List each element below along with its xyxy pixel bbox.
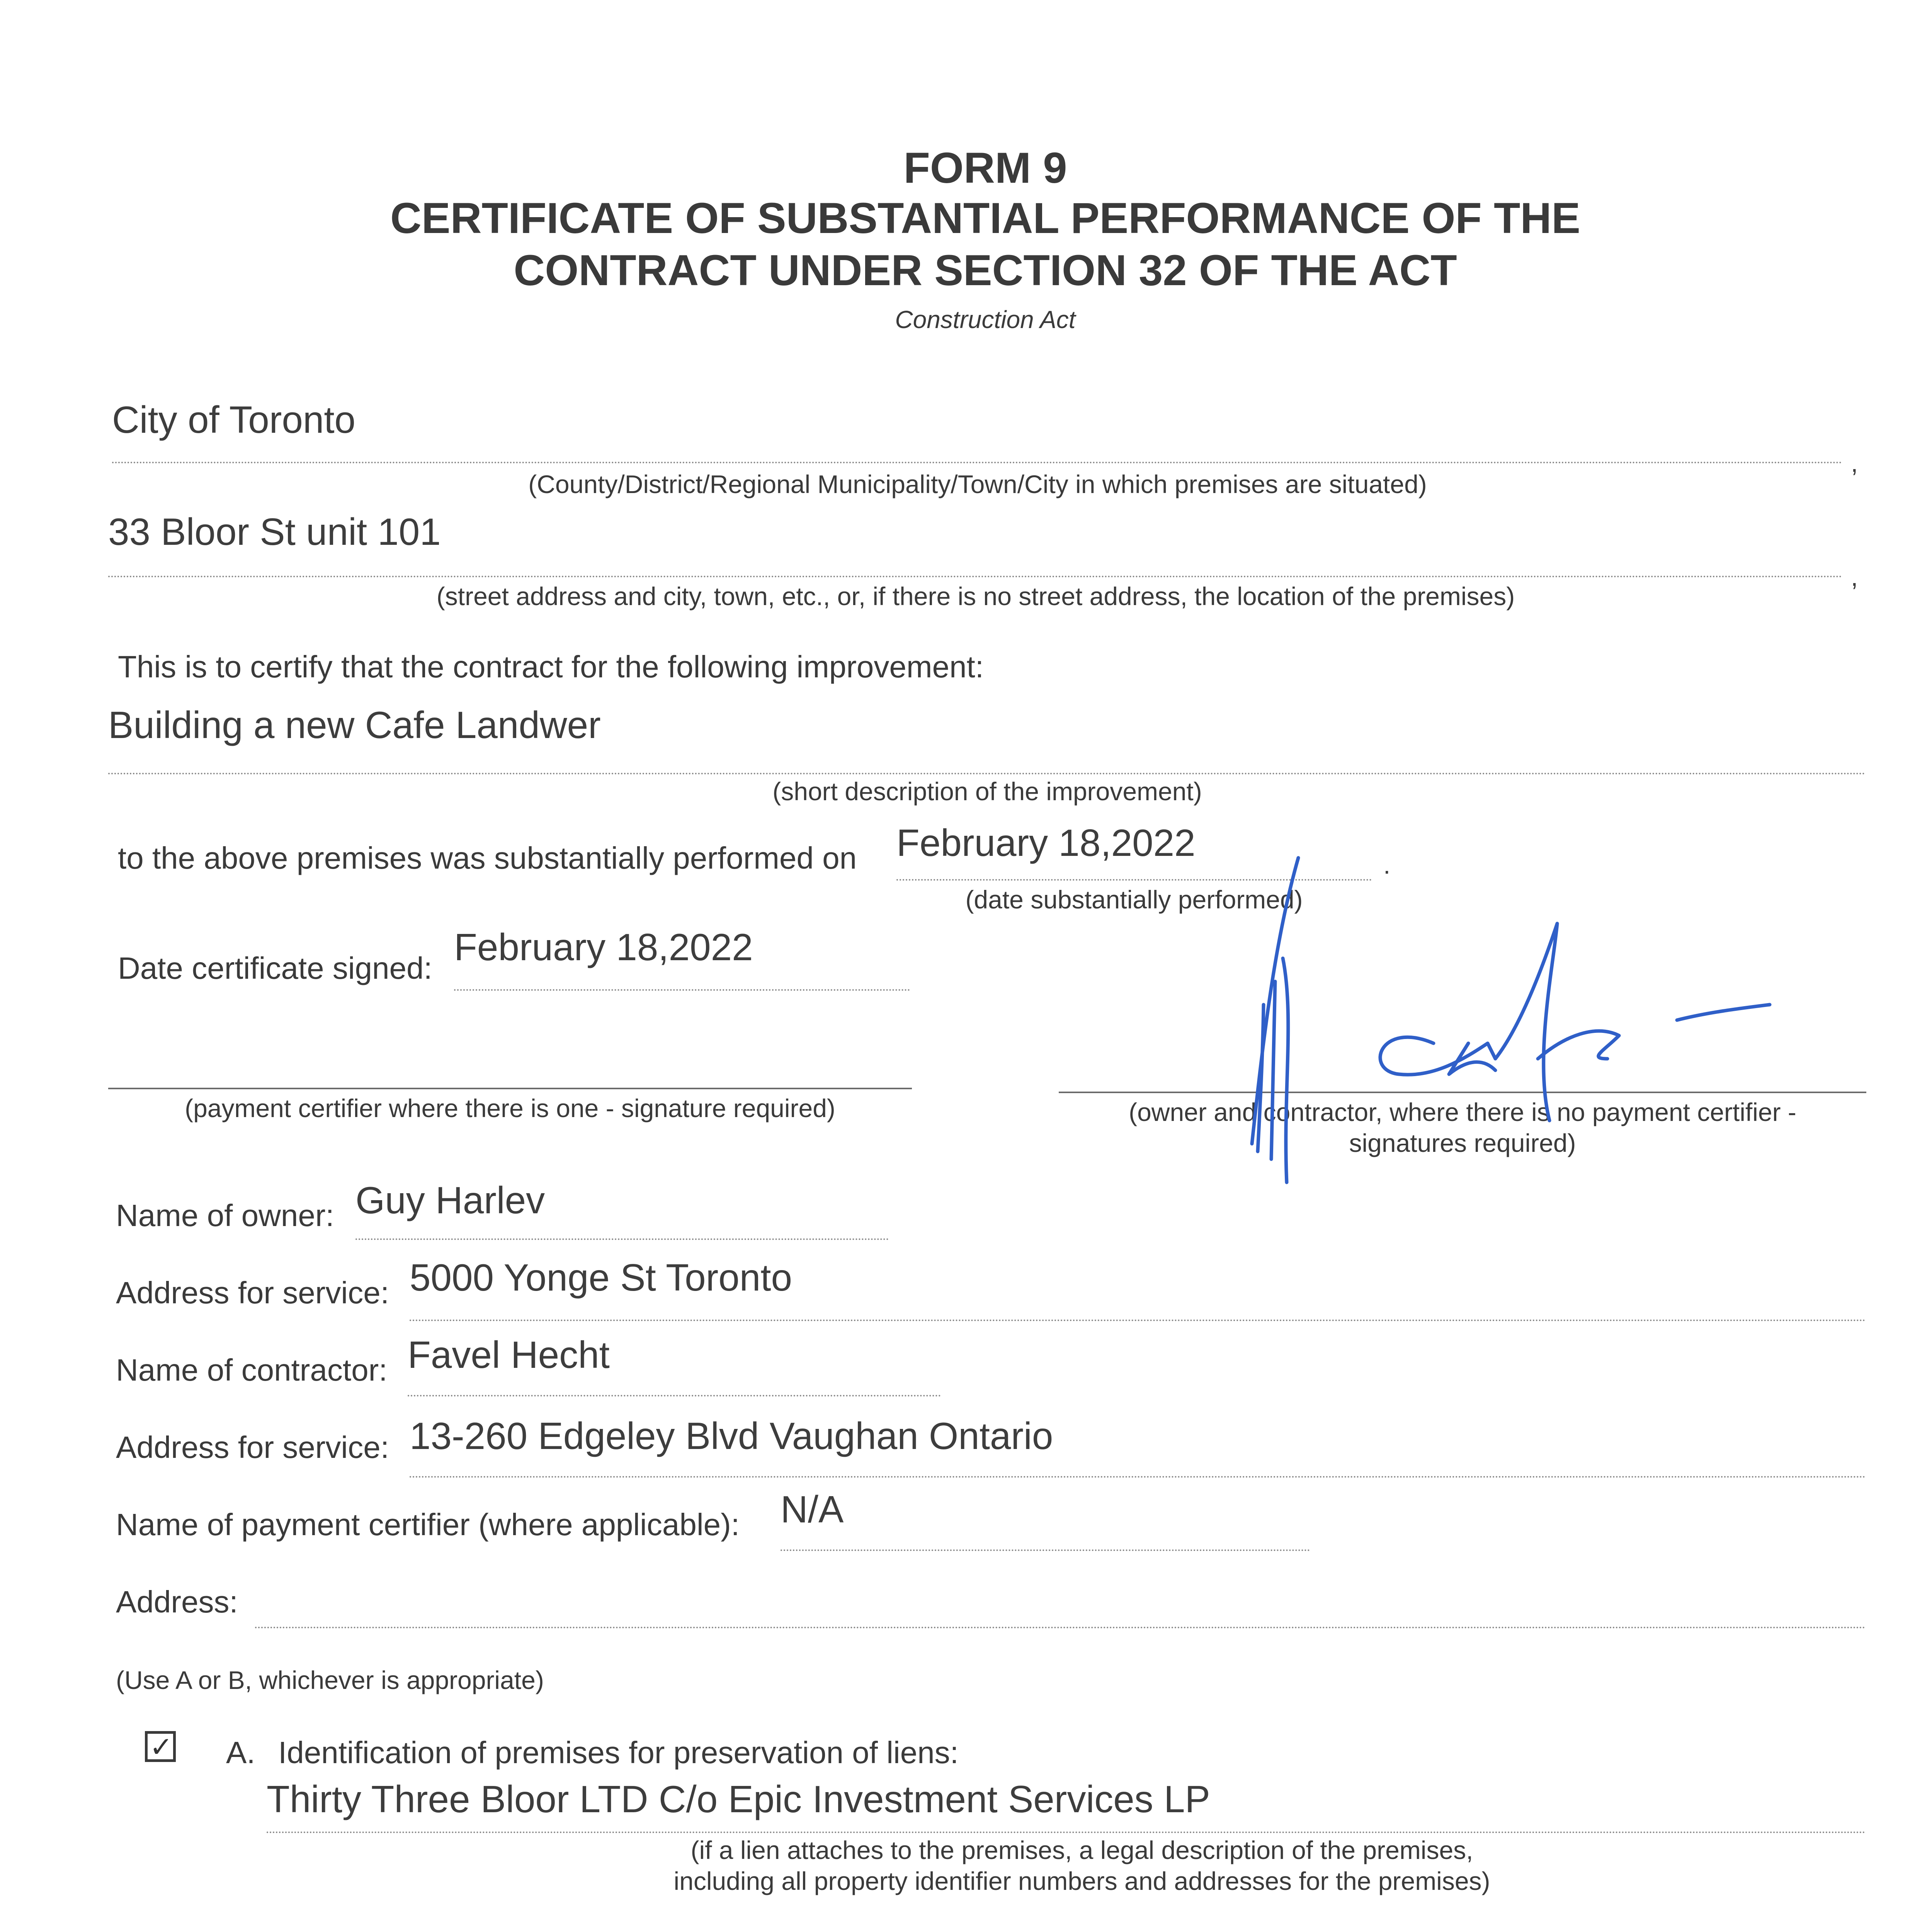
performed-date-caption: (date substantially performed) <box>965 885 1303 914</box>
street-address-line <box>108 576 1843 577</box>
option-a-value[interactable]: Thirty Three Bloor LTD C/o Epic Investment Services LP <box>267 1778 1210 1820</box>
contractor-address-value[interactable]: 13-260 Edgeley Blvd Vaughan Ontario <box>410 1415 1053 1457</box>
owner-address-label: Address for service: <box>116 1276 389 1310</box>
municipality-comma: , <box>1851 449 1858 477</box>
use-a-or-b-note: (Use A or B, whichever is appropriate) <box>116 1666 544 1694</box>
signature-stroke-1 <box>1252 858 1298 1182</box>
date-signed-value[interactable]: February 18,2022 <box>454 926 753 968</box>
certifier-address-label: Address: <box>116 1585 238 1619</box>
payment-certifier-signature-line[interactable] <box>108 1088 912 1089</box>
option-a-caption-line1: (if a lien attaches to the premises, a legal description of the premises, <box>690 1836 1473 1864</box>
form-title-line1: CERTIFICATE OF SUBSTANTIAL PERFORMANCE OF THE <box>390 194 1580 242</box>
improvement-value[interactable]: Building a new Cafe Landwer <box>108 704 601 746</box>
option-a-letter: A. <box>226 1735 255 1770</box>
owner-label: Name of owner: <box>116 1198 334 1233</box>
municipality-line <box>112 462 1843 463</box>
contractor-label: Name of contractor: <box>116 1353 388 1387</box>
performed-date-value[interactable]: February 18,2022 <box>896 821 1196 864</box>
improvement-line <box>108 773 1866 774</box>
owner-line <box>355 1238 889 1240</box>
act-name: Construction Act <box>895 306 1076 333</box>
owner-contractor-caption-line2: signatures required) <box>1349 1129 1576 1157</box>
owner-value[interactable]: Guy Harlev <box>355 1179 545 1221</box>
payment-certifier-value[interactable]: N/A <box>781 1488 844 1531</box>
option-a-caption-line2: including all property identifier numbers and addresses for the premises) <box>673 1867 1490 1895</box>
owner-address-value[interactable]: 5000 Yonge St Toronto <box>410 1256 793 1299</box>
option-a-line <box>267 1832 1866 1833</box>
street-address-caption: (street address and city, town, etc., or, if there is no street address, the location of the premises) <box>436 582 1515 611</box>
contractor-address-label: Address for service: <box>116 1430 389 1464</box>
form-number: FORM 9 <box>903 144 1067 192</box>
payment-certifier-label: Name of payment certifier (where applicable): <box>116 1507 740 1542</box>
contractor-value[interactable]: Favel Hecht <box>408 1333 610 1376</box>
municipality-value[interactable]: City of Toronto <box>112 398 356 441</box>
street-address-value[interactable]: 33 Bloor St unit 101 <box>108 510 441 553</box>
payment-certifier-caption: (payment certifier where there is one - signature required) <box>185 1094 835 1122</box>
municipality-caption: (County/District/Regional Municipality/Town/City in which premises are situated) <box>528 470 1427 498</box>
certifier-address-line <box>255 1627 1866 1628</box>
option-a-label: Identification of premises for preservation of liens: <box>278 1735 959 1770</box>
handwritten-signatures <box>1217 842 1835 1198</box>
street-address-comma: , <box>1851 563 1858 591</box>
signature-stroke-2 <box>1380 923 1770 1121</box>
checkmark-icon: ✓ <box>150 1732 173 1763</box>
owner-contractor-caption-line1: (owner and contractor, where there is no payment certifier - <box>1129 1098 1796 1126</box>
improvement-caption: (short description of the improvement) <box>772 777 1202 806</box>
date-signed-line <box>454 989 910 991</box>
option-a-checkbox[interactable] <box>145 1731 176 1762</box>
certify-text: This is to certify that the contract for the following improvement: <box>118 650 984 684</box>
contractor-line <box>408 1395 941 1396</box>
contractor-address-line <box>410 1476 1866 1478</box>
form-title-line2: CONTRACT UNDER SECTION 32 OF THE ACT <box>514 246 1457 294</box>
owner-address-line <box>410 1320 1866 1321</box>
payment-certifier-line <box>781 1549 1310 1551</box>
performed-period: . <box>1383 850 1391 879</box>
date-signed-label: Date certificate signed: <box>118 951 432 985</box>
performed-label: to the above premises was substantially performed on <box>118 841 857 875</box>
